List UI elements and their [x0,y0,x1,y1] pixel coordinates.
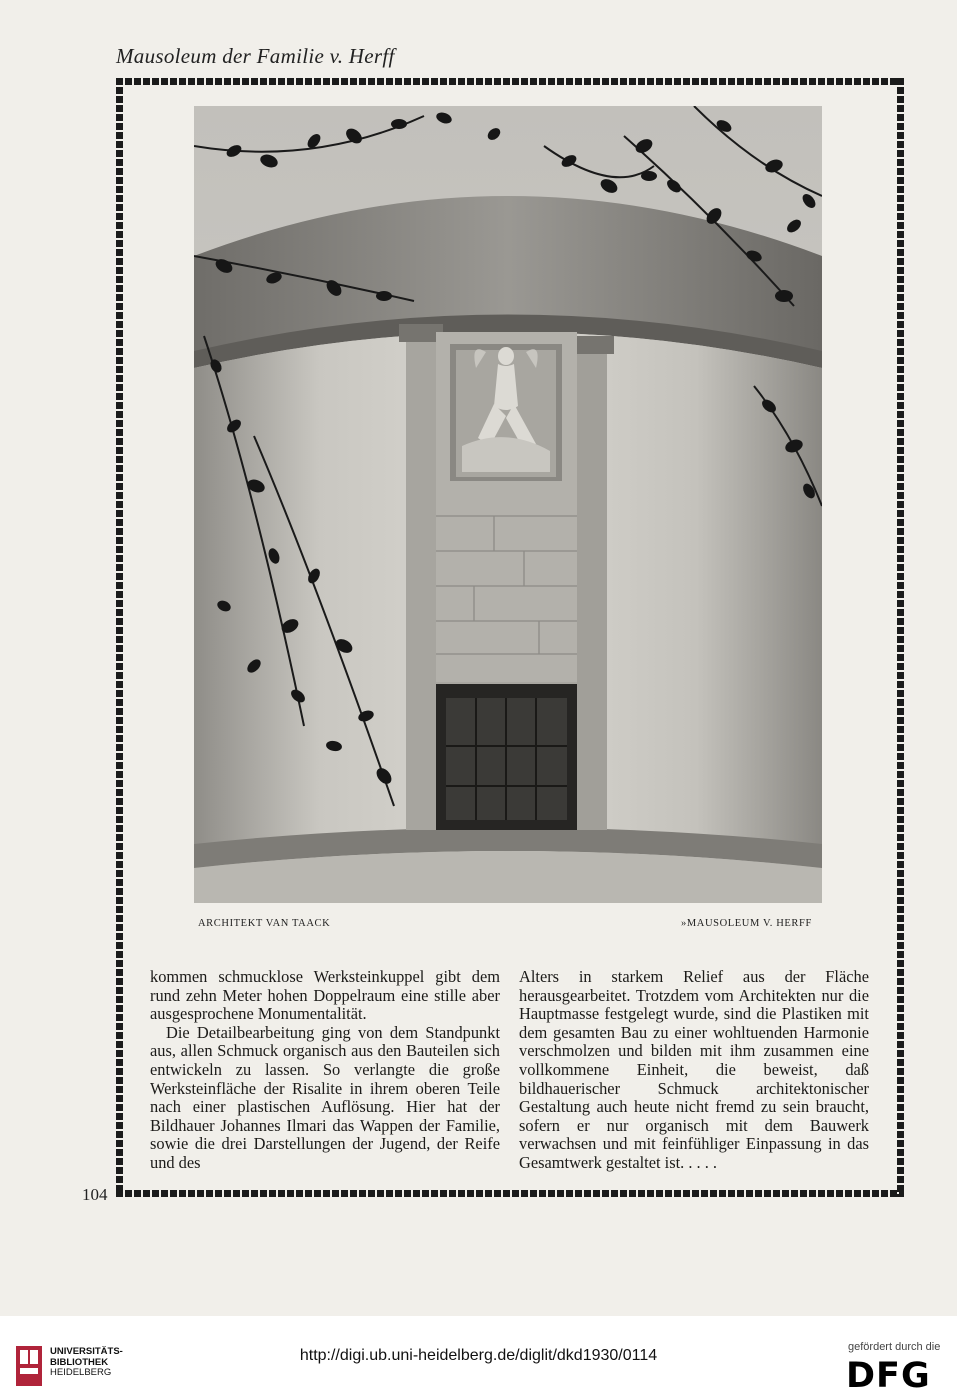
funder-label: gefördert durch die [848,1341,941,1353]
caption-title: »MAUSOLEUM V. HERFF [681,918,812,929]
dfg-logo-icon: DFG [846,1356,931,1396]
text-column-right [519,968,869,1173]
paragraph: Alters in starkem Relief aus der Fläche herausgearbeitet. Trotzdem vom Architekten nur die Hauptmasse festgelegt wurde, sind die Plastiken mit dem gesamten Bau zu einer wohltuenden Harmonie verschmolzen und bilden mit ihm zusammen eine vollkommene Einheit, die beweist, daß bildhauerischer Schmuck architektonischer Gestaltung auch heute nicht fremd zu sein braucht, sofern er nur organisch mit dem Bauwerk verwachsen und mit feinfühliger Einpassung in das Gesamtwerk gestaltet ist. . . . . [519,967,869,1172]
caption-architect: ARCHITEKT VAN TAACK [198,918,331,929]
paragraph: Die Detailbearbeitung ging von dem Standpunkt aus, allen Schmuck organisch aus den Bauteilen sich entwickeln zu lassen. So verlangte die große Werksteinfläche der Risalite in ihrem oberen Teile nach einer plastischen Auflösung. Hier hat der Bildhauer Johannes Ilmari das Wappen der Familie, sowie die drei Darstellungen der Jugend, der Reife und des [150,1022,500,1172]
paragraph: kommen schmucklose Werksteinkuppel gibt dem rund zehn Meter hohen Doppelraum eine stille aber ausgesprochene Monumentalität. [150,967,500,1024]
permalink-url[interactable]: http://digi.ub.uni-heidelberg.de/diglit/dkd1930/0114 [299,1347,658,1364]
library-line-3: HEIDELBERG [50,1367,112,1378]
library-line-1: UNIVERSITÄTS- [50,1346,123,1357]
library-line-2: BIBLIOTHEK [50,1356,109,1368]
text-column-left [150,968,500,1173]
page-number: 104 [82,1185,108,1204]
running-head-title: Mausoleum der Familie v. Herff [116,44,395,68]
mausoleum-photograph [194,106,822,903]
